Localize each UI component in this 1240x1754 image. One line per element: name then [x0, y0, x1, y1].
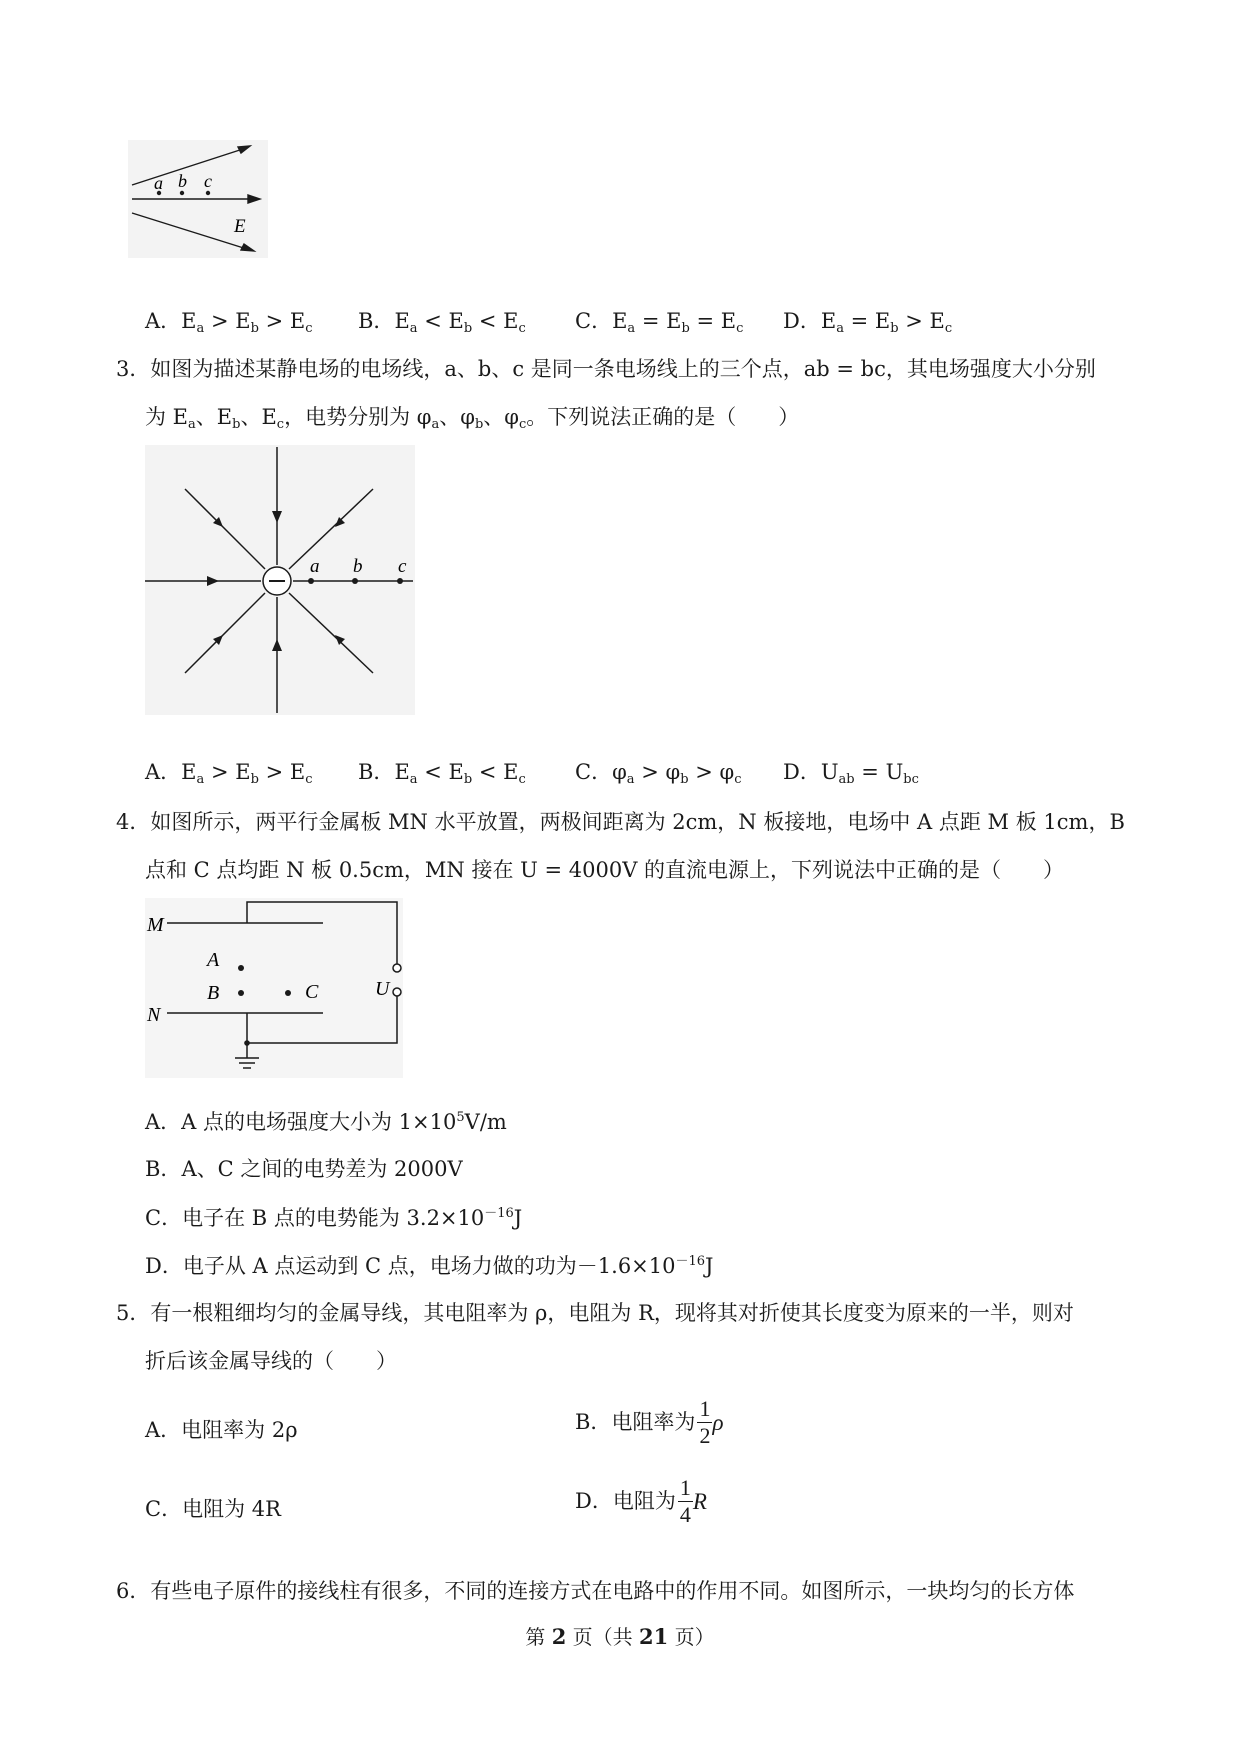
q3-stem-line1: 3．如图为描述某静电场的电场线，a、b、c 是同一条电场线上的三个点，ab = bc，其电场强度大小分别 [116, 357, 1096, 381]
q3-option-b[interactable]: B．$E_a < E_b < E_c$ [358, 760, 526, 787]
q2-option-b[interactable]: B．$E_a < E_b < E_c$ [358, 309, 526, 336]
q2-option-d[interactable]: D．$E_a = E_b > E_c$ [783, 309, 953, 336]
page-footer: 第 2 页（共 21 页） [525, 1624, 715, 1649]
q4-stem-line2: 点和 C 点均距 N 板 0.5cm，MN 接在 U = 4000V 的直流电源上，下列说法中正确的是（ ） [145, 858, 1065, 882]
q2-point-c [206, 191, 210, 195]
q2-point-b [180, 191, 184, 195]
q3-option-d[interactable]: D．$U_{ab} = U_{bc}$ [783, 760, 919, 787]
q3-radial-field-svg [145, 445, 415, 715]
q6-stem-line1: 6．有些电子原件的接线柱有很多，不同的连接方式在电路中的作用不同。如图所示，一块均匀的长方体 [116, 1579, 1075, 1603]
page-total: 21 [639, 1624, 669, 1649]
q2-option-c[interactable]: C．$E_a = E_b = E_c$ [575, 309, 744, 336]
q2-field-figure [128, 140, 268, 258]
q4-stem-line1: 4．如图所示，两平行金属板 MN 水平放置，两极间距离为 2cm，N 板接地，电场中 A 点距 M 板 1cm，B [116, 810, 1125, 834]
q4-capacitor-figure [145, 898, 403, 1078]
q3-point-b [352, 578, 358, 584]
q4-point-c [285, 990, 291, 996]
q4-terminal-bottom [393, 988, 401, 996]
q4-label-U: U [375, 978, 390, 1000]
q5-option-c[interactable]: C．电阻为 4R [145, 1497, 281, 1521]
page-number: 2 [551, 1624, 567, 1649]
q4-terminal-top [393, 964, 401, 972]
q4-point-b [238, 990, 244, 996]
q4-circuit-svg [145, 898, 403, 1078]
q2-field-lines-svg [128, 140, 268, 258]
q2-label-c: c [204, 171, 212, 191]
q4-option-a[interactable]: A．A 点的电场强度大小为 $1\times 10^5V/m$ [145, 1110, 507, 1134]
q3-label-c: c [398, 556, 407, 577]
q4-label-N: N [147, 1004, 161, 1026]
q3-option-a[interactable]: A．$E_a > E_b > E_c$ [145, 760, 313, 787]
q5-stem-line1: 5．有一根粗细均匀的金属导线，其电阻率为 ρ，电阻为 R，现将其对折使其长度变为原来的一半，则对 [116, 1301, 1074, 1325]
q4-label-M: M [147, 914, 164, 936]
q4-label-B: B [207, 982, 220, 1004]
q4-ground-node [244, 1040, 250, 1046]
q3-option-c[interactable]: C．$\varphi_a > \varphi_b > \varphi_c$ [575, 760, 742, 787]
q3-point-c [397, 578, 403, 584]
q5-option-b[interactable]: B． 电阻率为 $\frac{1}{2}$ ρ [575, 1396, 724, 1448]
q5-stem-line2: 折后该金属导线的（ ） [145, 1349, 397, 1373]
q5-option-a[interactable]: A．电阻率为 2ρ [145, 1418, 298, 1442]
q5-fraction-b: $\frac{1}{2}$ [699, 1396, 711, 1448]
q4-option-b[interactable]: B．A、C 之间的电势差为 2000V [145, 1157, 463, 1181]
q3-field-figure [145, 445, 415, 715]
q3-label-b: b [353, 556, 363, 577]
q5-option-d[interactable]: D． 电阻为 $\frac{1}{4}$ R [575, 1475, 707, 1527]
q2-label-E: E [234, 216, 246, 237]
q3-label-a: a [310, 556, 320, 577]
q4-label-A: A [207, 949, 220, 971]
q4-option-d[interactable]: D．电子从 A 点运动到 C 点，电场力做的功为$-1.6\times 10^{-16}J$ [145, 1254, 714, 1278]
q4-point-a [238, 965, 244, 971]
q2-label-b: b [178, 171, 187, 191]
q4-option-c[interactable]: C．电子在 B 点的电势能为 $3.2\times 10^{-16}J$ [145, 1206, 523, 1230]
q3-stem-line2: 为 $E_a$、$E_b$、$E_c$，电势分别为 $\varphi_a$、$\varphi_b$、$\varphi_c$。下列说法正确的是（ ） [145, 405, 800, 432]
q4-label-C: C [305, 981, 319, 1003]
q2-label-a: a [154, 173, 163, 193]
q2-option-a[interactable]: A．$E_a > E_b > E_c$ [145, 309, 313, 336]
q5-fraction-d: $\frac{1}{4}$ [679, 1475, 691, 1527]
q3-point-a [308, 578, 314, 584]
